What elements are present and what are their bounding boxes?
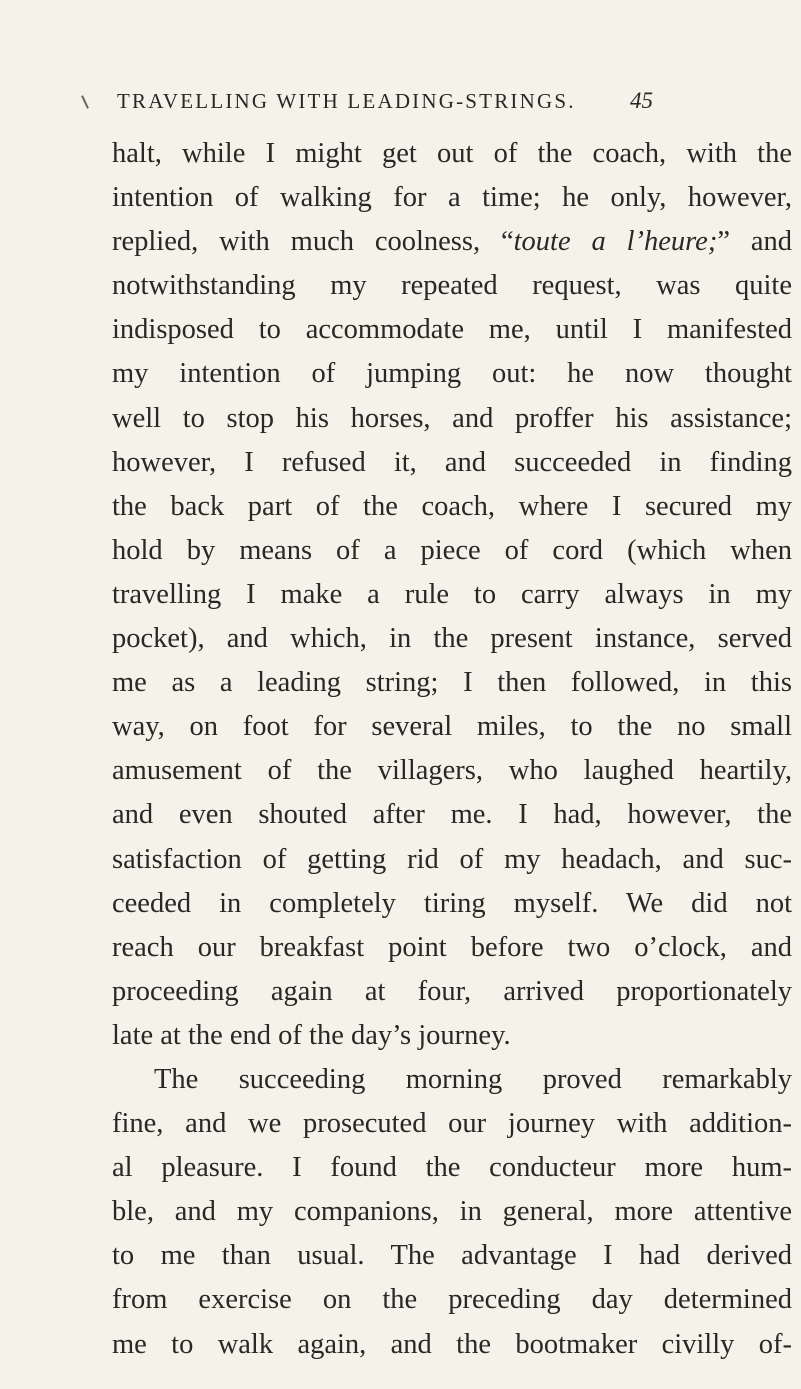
body-text bbox=[112, 132, 792, 1367]
text-line: and even shouted after me. I had, however, the bbox=[112, 799, 792, 831]
text-line: fine, and we prosecuted our journey with addition- bbox=[112, 1108, 792, 1140]
text-line: notwithstanding my repeated request, was quite bbox=[112, 270, 792, 302]
running-head bbox=[0, 84, 801, 118]
text-line: satisfaction of getting rid of my headach, and suc- bbox=[112, 843, 792, 875]
text-line-paragraph-start: The succeeding morning proved remarkably bbox=[154, 1063, 792, 1095]
text-line: ceeded in completely tiring myself. We did not bbox=[112, 887, 792, 919]
text-span: ” and bbox=[717, 226, 792, 258]
text-line: the back part of the coach, where I secured my bbox=[112, 490, 792, 522]
text-line: to me than usual. The advantage I had derived bbox=[112, 1240, 792, 1272]
text-line: amusement of the villagers, who laughed heartily, bbox=[112, 755, 792, 787]
running-head-title: TRAVELLING WITH LEADING-STRINGS. bbox=[117, 89, 576, 113]
text-line: intention of walking for a time; he only, however, bbox=[112, 182, 792, 214]
text-line: me as a leading string; I then followed, in this bbox=[112, 667, 792, 699]
text-line: al pleasure. I found the conducteur more hum- bbox=[112, 1152, 792, 1184]
text-line: ble, and my companions, in general, more attentive bbox=[112, 1196, 792, 1228]
text-line: from exercise on the preceding day determined bbox=[112, 1284, 792, 1316]
text-line: proceeding again at four, arrived proportionately bbox=[112, 975, 792, 1007]
text-line: travelling I make a rule to carry always in my bbox=[112, 578, 792, 610]
text-line: however, I refused it, and succeeded in finding bbox=[112, 446, 792, 478]
text-line: pocket), and which, in the present instance, served bbox=[112, 623, 792, 655]
text-span: replied, with much coolness, “ bbox=[112, 226, 514, 258]
text-line: way, on foot for several miles, to the no small bbox=[112, 711, 792, 743]
text-line: reach our breakfast point before two o’clock, and bbox=[112, 931, 792, 963]
text-line: me to walk again, and the bootmaker civilly of- bbox=[112, 1328, 792, 1360]
text-line: hold by means of a piece of cord (which when bbox=[112, 534, 792, 566]
page-number: 45 bbox=[630, 88, 653, 113]
text-line bbox=[112, 220, 792, 264]
text-line-paragraph-end: late at the end of the day’s journey. bbox=[112, 1019, 511, 1051]
text-line: halt, while I might get out of the coach, with the bbox=[112, 138, 792, 169]
text-line: my intention of jumping out: he now thought bbox=[112, 358, 792, 390]
text-line: indisposed to accommodate me, until I manifested bbox=[112, 314, 792, 346]
text-line: well to stop his horses, and proffer his assistance; bbox=[112, 402, 792, 434]
italic-phrase: toute a l’heure; bbox=[513, 226, 718, 258]
